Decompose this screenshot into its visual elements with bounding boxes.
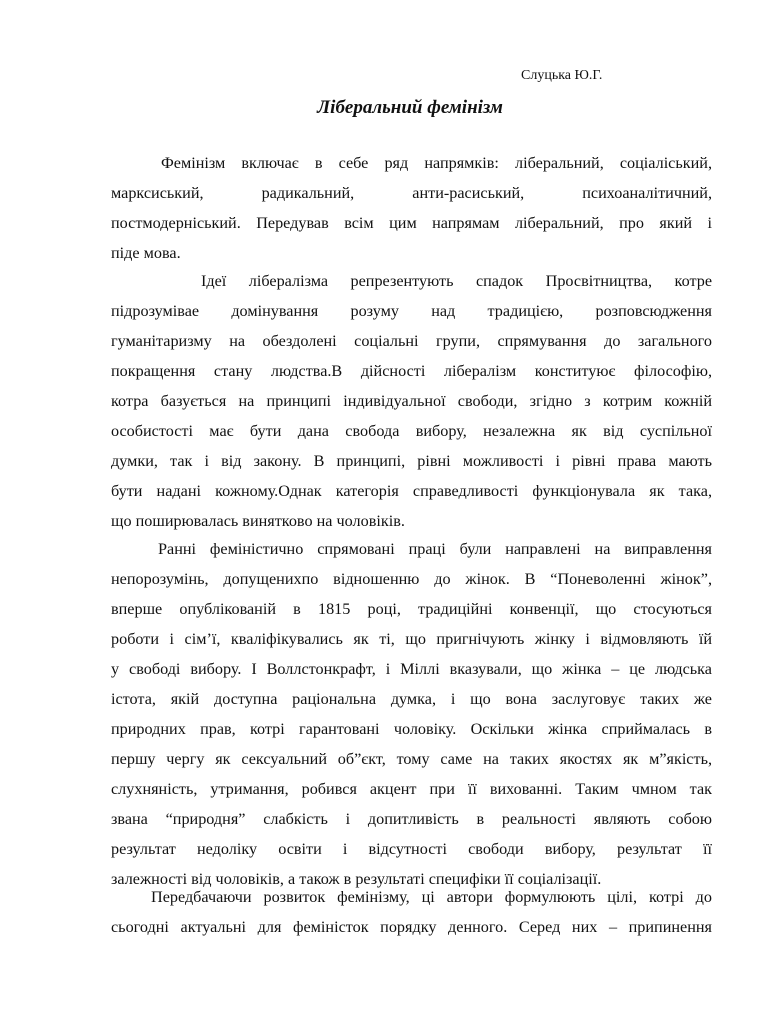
- text-line: особистості має бути дана свобода вибору, незалежна як від суспільної: [111, 422, 712, 440]
- text-line: звана “природня” слабкість і допитливість в реальності являють собою: [111, 810, 712, 828]
- text-line: Ранні феміністично спрямовані праці були направлені на виправлення: [158, 540, 712, 558]
- text-line: котра базується на принципі індивідуальної свободи, згідно з котрим кожній: [111, 392, 712, 410]
- text-line: слухняність, утримання, робився акцент при її вихованні. Таким чмном так: [111, 780, 712, 798]
- text-line: покращення стану людства.В дійсності лібералізм конституює філософію,: [111, 362, 712, 380]
- text-line: істота, якій доступна раціональна думка, і що вона заслуговує таких же: [111, 690, 712, 708]
- author-name: Слуцька Ю.Г.: [521, 68, 603, 83]
- text-line: роботи і сім’ї, кваліфікувались як ті, що пригнічують жінку і відмовляють їй: [111, 630, 712, 648]
- text-line: Передбачаючи розвиток фемінізму, ці автори формулюють цілі, котрі до: [151, 888, 712, 906]
- document-title: Ліберальний фемінізм: [317, 97, 503, 118]
- text-line: Ідеї лібералізма репрезентують спадок Просвітництва, котре: [201, 272, 712, 290]
- text-line: першу чергу як сексуальний об”єкт, тому саме на таких якостях як м”якість,: [111, 750, 712, 768]
- text-line: залежності від чоловіків, а також в результаті специфіки її соціалізації.: [111, 870, 602, 888]
- text-line: піде мова.: [111, 244, 181, 262]
- text-line: що поширювалась винятково на чоловіків.: [111, 512, 405, 530]
- text-line: у свободі вибору. І Воллстонкрафт, і Міллі вказували, що жінка – це людська: [111, 660, 712, 678]
- text-line: вперше опублікованій в 1815 році, традиційні конвенції, що стосуються: [111, 600, 712, 618]
- text-line: результат недоліку освіти і відсутності свободи вибору, результат її: [111, 840, 712, 858]
- text-line: бути надані кожному.Однак категорія справедливості функціонувала як така,: [111, 482, 712, 500]
- text-line: гуманітаризму на обездолені соціальні групи, спрямування до загального: [111, 332, 712, 350]
- text-line: думки, так і від закону. В принципі, рівні можливості і рівні права мають: [111, 452, 712, 470]
- text-line: підрозумівае домінування розуму над традицією, розповсюдження: [111, 302, 712, 320]
- text-line: сьогодні актуальні для феміністок порядку денного. Серед них – припинення: [111, 918, 712, 936]
- text-line: Фемінізм включає в себе ряд напрямків: ліберальний, соціаліський,: [161, 154, 712, 172]
- text-line: постмодерніський. Передував всім цим напрямам ліберальний, про який і: [111, 214, 712, 232]
- text-line: природних прав, котрі гарантовані чоловіку. Оскільки жінка сприймалась в: [111, 720, 712, 738]
- text-line: непорозумінь, допущенихпо відношенню до жінок. В “Поневоленні жінок”,: [111, 570, 712, 588]
- text-line: марксиський, радикальний, анти-расиський, психоаналітичний,: [111, 184, 712, 202]
